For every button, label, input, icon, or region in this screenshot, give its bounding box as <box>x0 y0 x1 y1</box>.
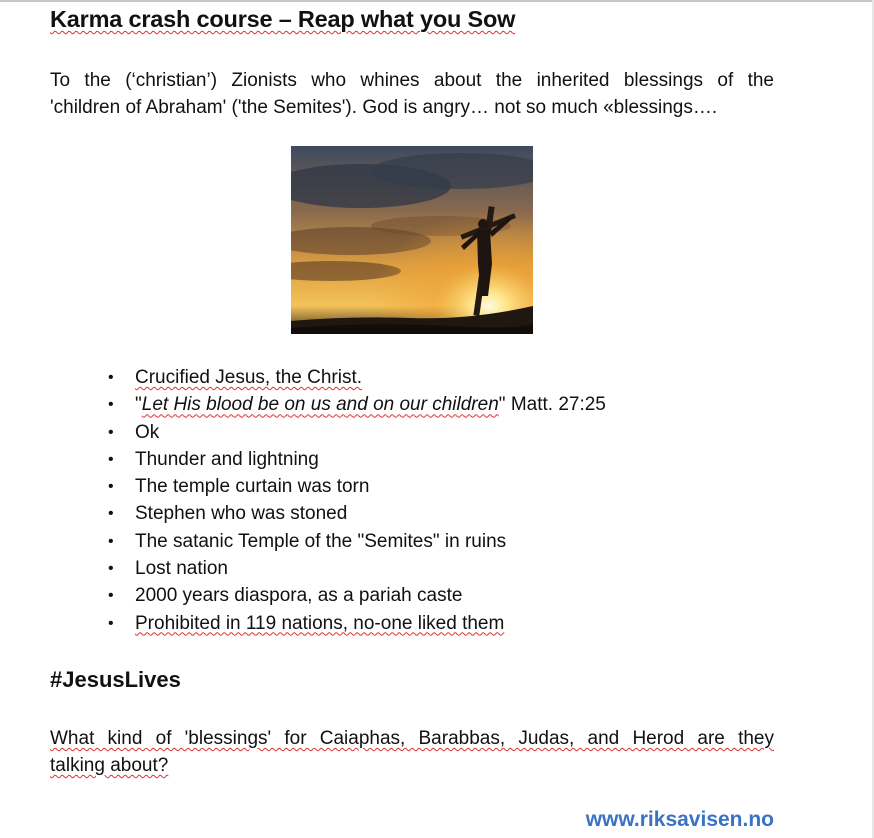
list-item <box>108 473 606 500</box>
list-item-text: Lost nation <box>135 558 228 580</box>
list-item <box>108 528 606 555</box>
question-paragraph <box>50 725 774 779</box>
list-item-text: Thunder and lightning <box>135 448 319 470</box>
list-item <box>108 555 606 582</box>
bullet-quote-italic: Let His blood be on us and on our children <box>141 394 499 416</box>
crucifix-sunset-image <box>291 146 533 334</box>
list-item-text: 2000 years diaspora, as a pariah caste <box>135 585 463 607</box>
intro-line-1: To the (‘christian’) Zionists who whines about the inherited blessings of the <box>50 70 774 91</box>
bullet-dot: • <box>108 423 114 441</box>
hashtag-heading: #JesusLives <box>50 667 181 692</box>
list-item <box>108 500 606 527</box>
bullet-dot: • <box>108 532 114 550</box>
list-item <box>108 364 606 391</box>
list-item <box>108 419 606 446</box>
intro-paragraph <box>50 67 774 121</box>
list-item-text: "Let His blood be on us and on our children" Matt. 27:25 <box>135 394 606 416</box>
list-item-text: Crucified Jesus, the Christ. <box>135 367 363 388</box>
page-title: Karma crash course – Reap what you Sow <box>50 6 516 32</box>
question-line-2: talking about? <box>50 755 169 776</box>
list-item <box>108 446 606 473</box>
bullet-dot: • <box>108 560 114 578</box>
list-item <box>108 582 606 609</box>
list-item <box>108 391 606 418</box>
list-item-text: The satanic Temple of the "Semites" in ruins <box>135 530 507 552</box>
list-item-text: Prohibited in 119 nations, no-one liked them <box>135 612 505 634</box>
bullet-dot: • <box>108 587 114 605</box>
page-top-border <box>0 0 874 2</box>
bullet-dot: • <box>108 450 114 468</box>
list-item-text: The temple curtain was torn <box>135 476 370 498</box>
list-item-text: Ok <box>135 421 160 443</box>
website-link[interactable]: www.riksavisen.no <box>585 808 774 831</box>
bullet-dot: • <box>108 505 114 523</box>
intro-line-2: 'children of Abraham' ('the Semites'). God is angry… not so much «blessings…. <box>50 97 718 118</box>
crucifix-sunset-illustration <box>291 146 533 334</box>
bullet-dot: • <box>108 614 114 632</box>
bullet-quote-reference: Matt. 27:25 <box>510 394 606 416</box>
bullet-list <box>108 364 606 637</box>
question-line-1: What kind of 'blessings' for Caiaphas, Barabbas, Judas, and Herod are they <box>50 728 774 749</box>
bullet-dot: • <box>108 478 114 496</box>
list-item <box>108 610 606 637</box>
bullet-dot: • <box>108 396 114 414</box>
list-item-text: Stephen who was stoned <box>135 503 348 525</box>
bullet-dot: • <box>108 369 114 386</box>
